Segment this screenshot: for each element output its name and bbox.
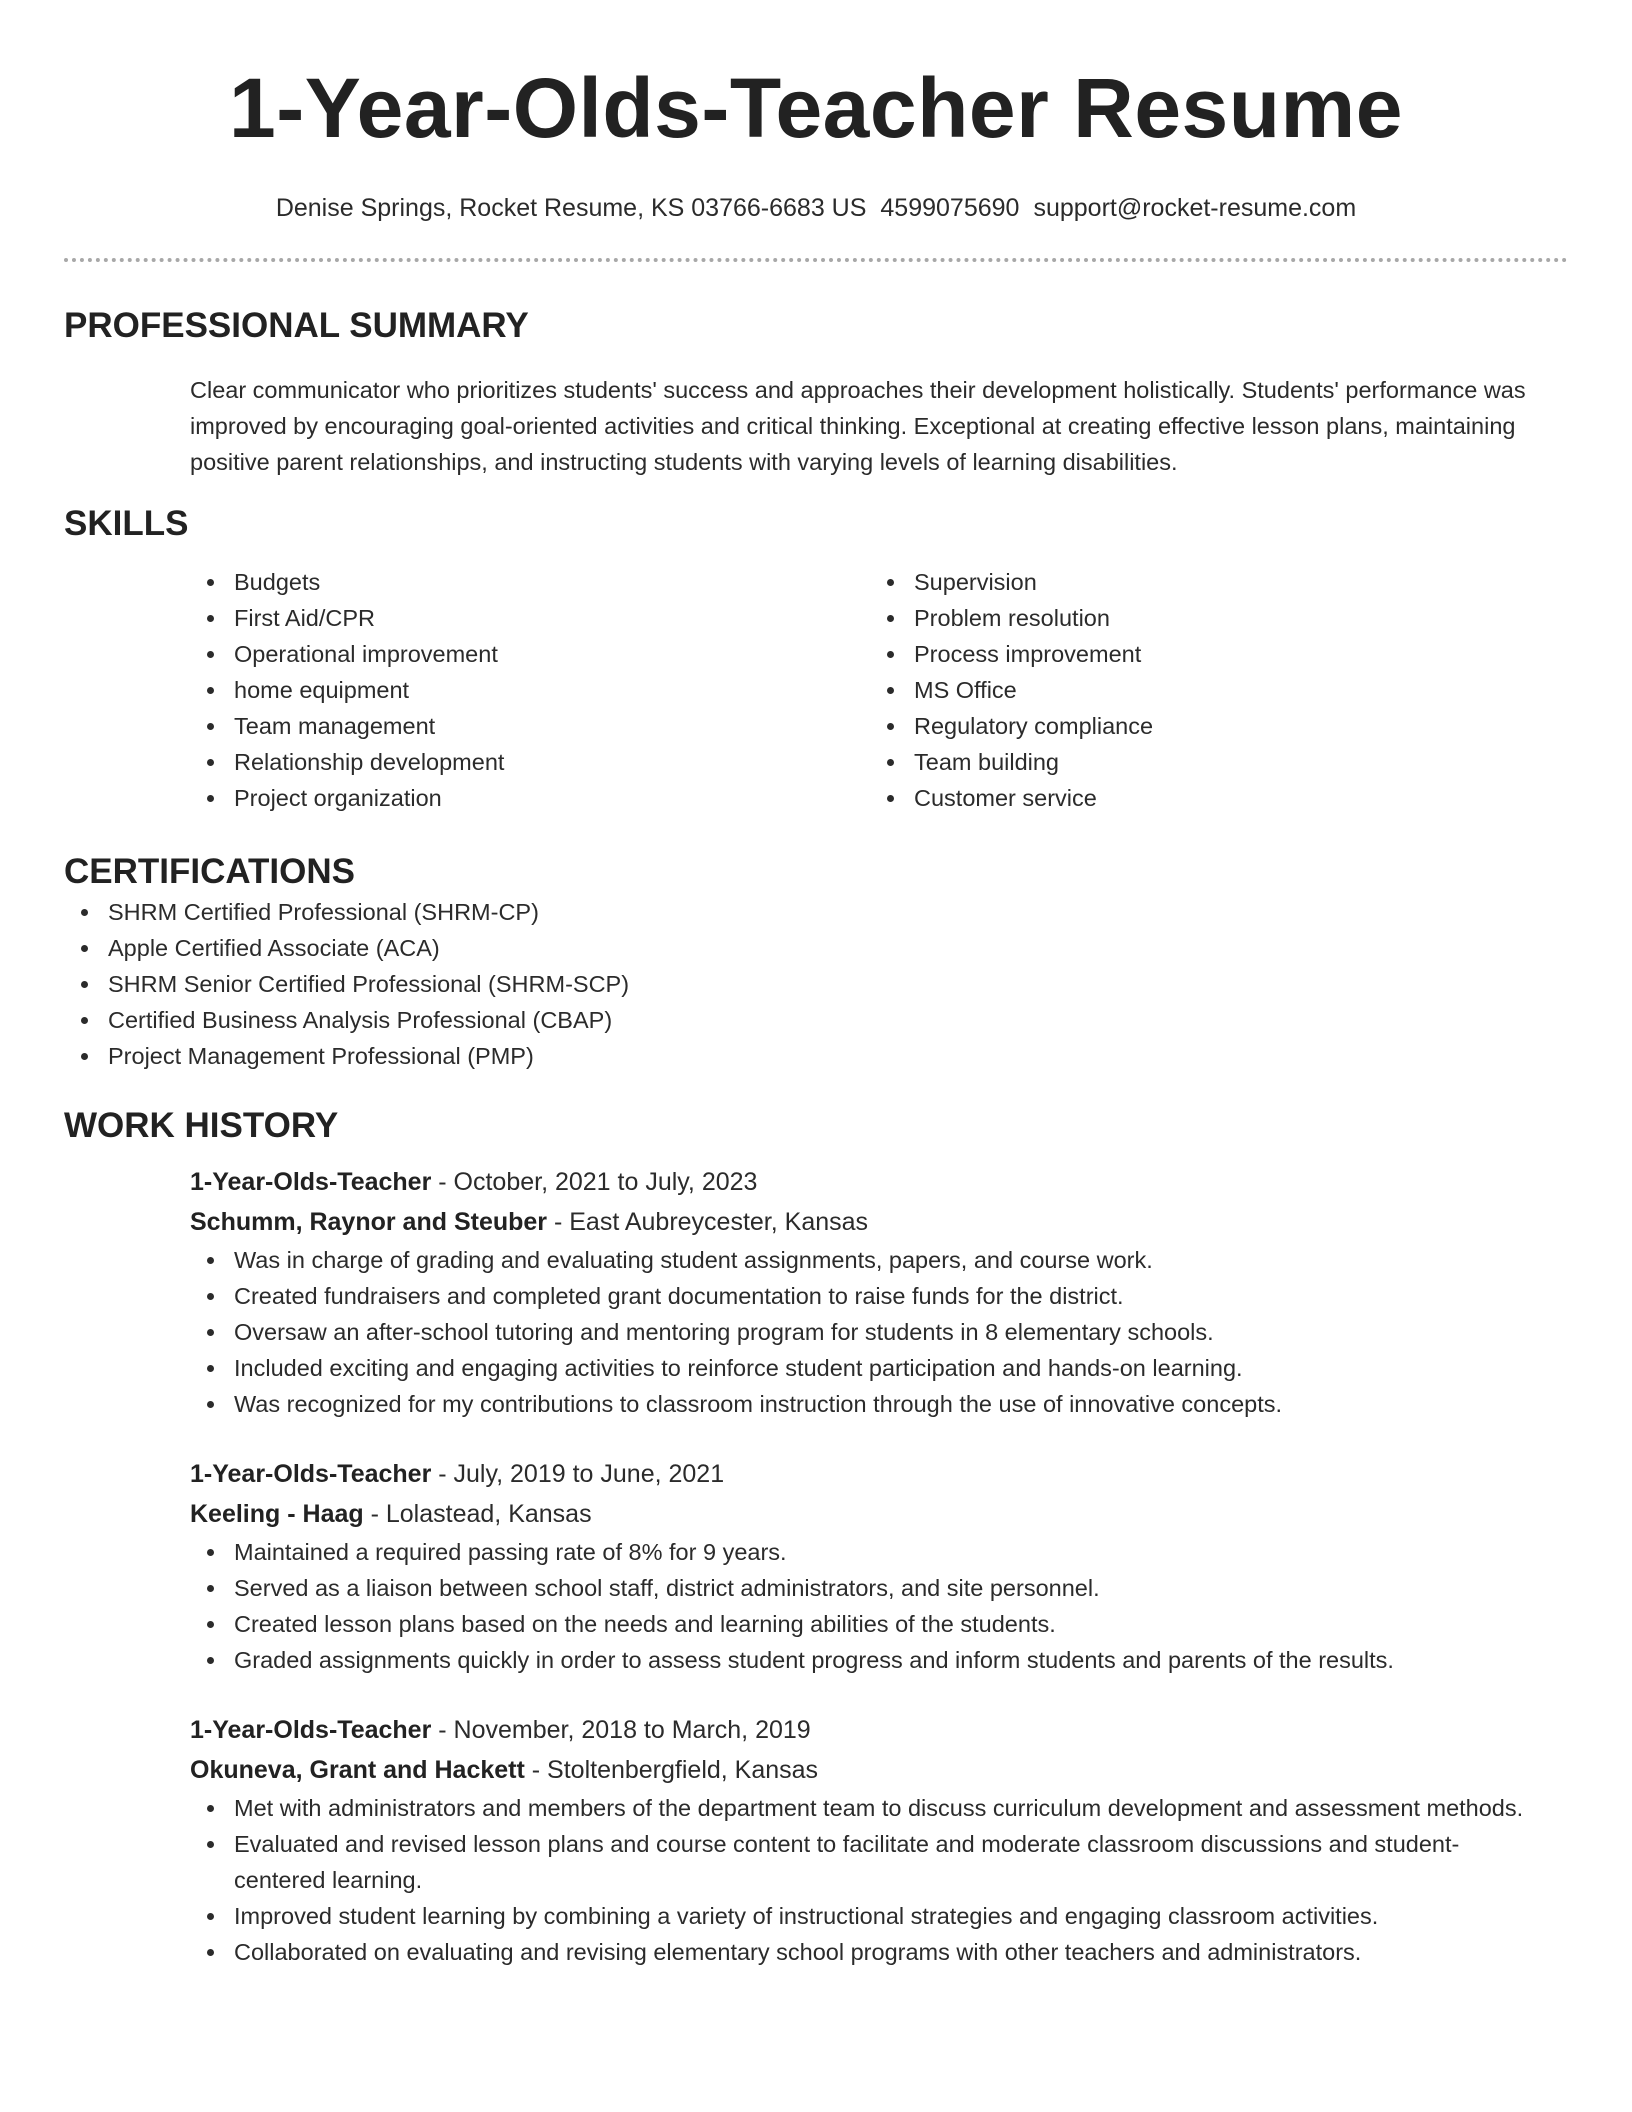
skill-item: Regulatory compliance — [870, 708, 1470, 744]
contact-line — [64, 192, 1568, 224]
job-duty: Evaluated and revised lesson plans and course content to facilitate and moderate classroom discussions and student-centered learning. — [190, 1826, 1568, 1898]
job-company-line — [190, 1750, 1568, 1790]
job-role: 1-Year-Olds-Teacher — [190, 1460, 432, 1488]
job-duty: Created fundraisers and completed grant documentation to raise funds for the district. — [190, 1278, 1568, 1314]
skills-columns — [190, 564, 1568, 816]
job-duties-list — [190, 1242, 1568, 1422]
job-duty: Maintained a required passing rate of 8% for 9 years. — [190, 1534, 1568, 1570]
certification-item: SHRM Certified Professional (SHRM-CP) — [64, 894, 1568, 930]
skill-item: Operational improvement — [190, 636, 870, 672]
job-duty: Was in charge of grading and evaluating student assignments, papers, and course work. — [190, 1242, 1568, 1278]
skills-list-left — [190, 564, 870, 816]
skill-item: Team building — [870, 744, 1470, 780]
job-duty: Served as a liaison between school staff, district administrators, and site personnel. — [190, 1570, 1568, 1606]
skill-item: First Aid/CPR — [190, 600, 870, 636]
job-company: Keeling - Haag — [190, 1500, 364, 1528]
job-duties-list — [190, 1534, 1568, 1678]
contact-address: Denise Springs, Rocket Resume, KS 03766-6683 US — [275, 194, 867, 222]
job-company-line — [190, 1494, 1568, 1534]
job-duty: Collaborated on evaluating and revising elementary school programs with other teachers and administrators. — [190, 1934, 1568, 1970]
job-duty: Graded assignments quickly in order to assess student progress and inform students and parents of the results. — [190, 1642, 1568, 1678]
skills-heading: SKILLS — [64, 504, 189, 543]
job-dates: - October, 2021 to July, 2023 — [431, 1168, 758, 1196]
summary-text: Clear communicator who prioritizes students' success and approaches their development holistically. Students' performance was improved by encouraging goal-oriented activities and critical thinking. Exceptional at creating effective lesson plans, maintaining positive parent relationships, and instructing students with varying levels of learning disabilities. — [190, 377, 1526, 475]
skill-item: Problem resolution — [870, 600, 1470, 636]
job-entry — [190, 1162, 1568, 1422]
job-role: 1-Year-Olds-Teacher — [190, 1716, 432, 1744]
job-location: - Lolastead, Kansas — [363, 1500, 592, 1528]
job-duty: Included exciting and engaging activities to reinforce student participation and hands-on learning. — [190, 1350, 1568, 1386]
skill-item: Project organization — [190, 780, 870, 816]
certification-item: Certified Business Analysis Professional (CBAP) — [64, 1002, 1568, 1038]
job-duty: Met with administrators and members of the department team to discuss curriculum development and assessment methods. — [190, 1790, 1568, 1826]
job-role-line — [190, 1162, 1568, 1202]
job-duty: Improved student learning by combining a variety of instructional strategies and engaging classroom activities. — [190, 1898, 1568, 1934]
job-company: Okuneva, Grant and Hackett — [190, 1756, 525, 1784]
job-role-line — [190, 1454, 1568, 1494]
skills-list-right — [870, 564, 1470, 816]
job-company: Schumm, Raynor and Steuber — [190, 1208, 548, 1236]
job-duty: Was recognized for my contributions to classroom instruction through the use of innovative concepts. — [190, 1386, 1568, 1422]
certification-item: SHRM Senior Certified Professional (SHRM-SCP) — [64, 966, 1568, 1002]
certification-item: Project Management Professional (PMP) — [64, 1038, 1568, 1074]
job-duty: Oversaw an after-school tutoring and mentoring program for students in 8 elementary schools. — [190, 1314, 1568, 1350]
certification-item: Apple Certified Associate (ACA) — [64, 930, 1568, 966]
resume-title: 1-Year-Olds-Teacher Resume — [229, 61, 1403, 155]
job-role: 1-Year-Olds-Teacher — [190, 1168, 432, 1196]
job-entry — [190, 1454, 1568, 1678]
skill-item: Supervision — [870, 564, 1470, 600]
skill-item: Team management — [190, 708, 870, 744]
job-role-line — [190, 1710, 1568, 1750]
job-dates: - November, 2018 to March, 2019 — [431, 1716, 811, 1744]
skill-item: home equipment — [190, 672, 870, 708]
work-history-heading: WORK HISTORY — [64, 1106, 339, 1145]
contact-email[interactable]: support@rocket-resume.com — [1033, 194, 1357, 222]
job-entry — [190, 1710, 1568, 1970]
certifications-list — [64, 894, 1568, 1074]
skill-item: Customer service — [870, 780, 1470, 816]
skill-item: Budgets — [190, 564, 870, 600]
header-divider — [64, 258, 1568, 262]
contact-phone: 4599075690 — [880, 194, 1020, 222]
skill-item: Relationship development — [190, 744, 870, 780]
skill-item: Process improvement — [870, 636, 1470, 672]
job-company-line — [190, 1202, 1568, 1242]
job-duty: Created lesson plans based on the needs and learning abilities of the students. — [190, 1606, 1568, 1642]
job-location: - Stoltenbergfield, Kansas — [524, 1756, 819, 1784]
skill-item: MS Office — [870, 672, 1470, 708]
job-location: - East Aubreycester, Kansas — [547, 1208, 869, 1236]
job-duties-list — [190, 1790, 1568, 1970]
summary-heading: PROFESSIONAL SUMMARY — [64, 306, 529, 345]
job-dates: - July, 2019 to June, 2021 — [431, 1460, 725, 1488]
certifications-heading: CERTIFICATIONS — [64, 852, 356, 891]
